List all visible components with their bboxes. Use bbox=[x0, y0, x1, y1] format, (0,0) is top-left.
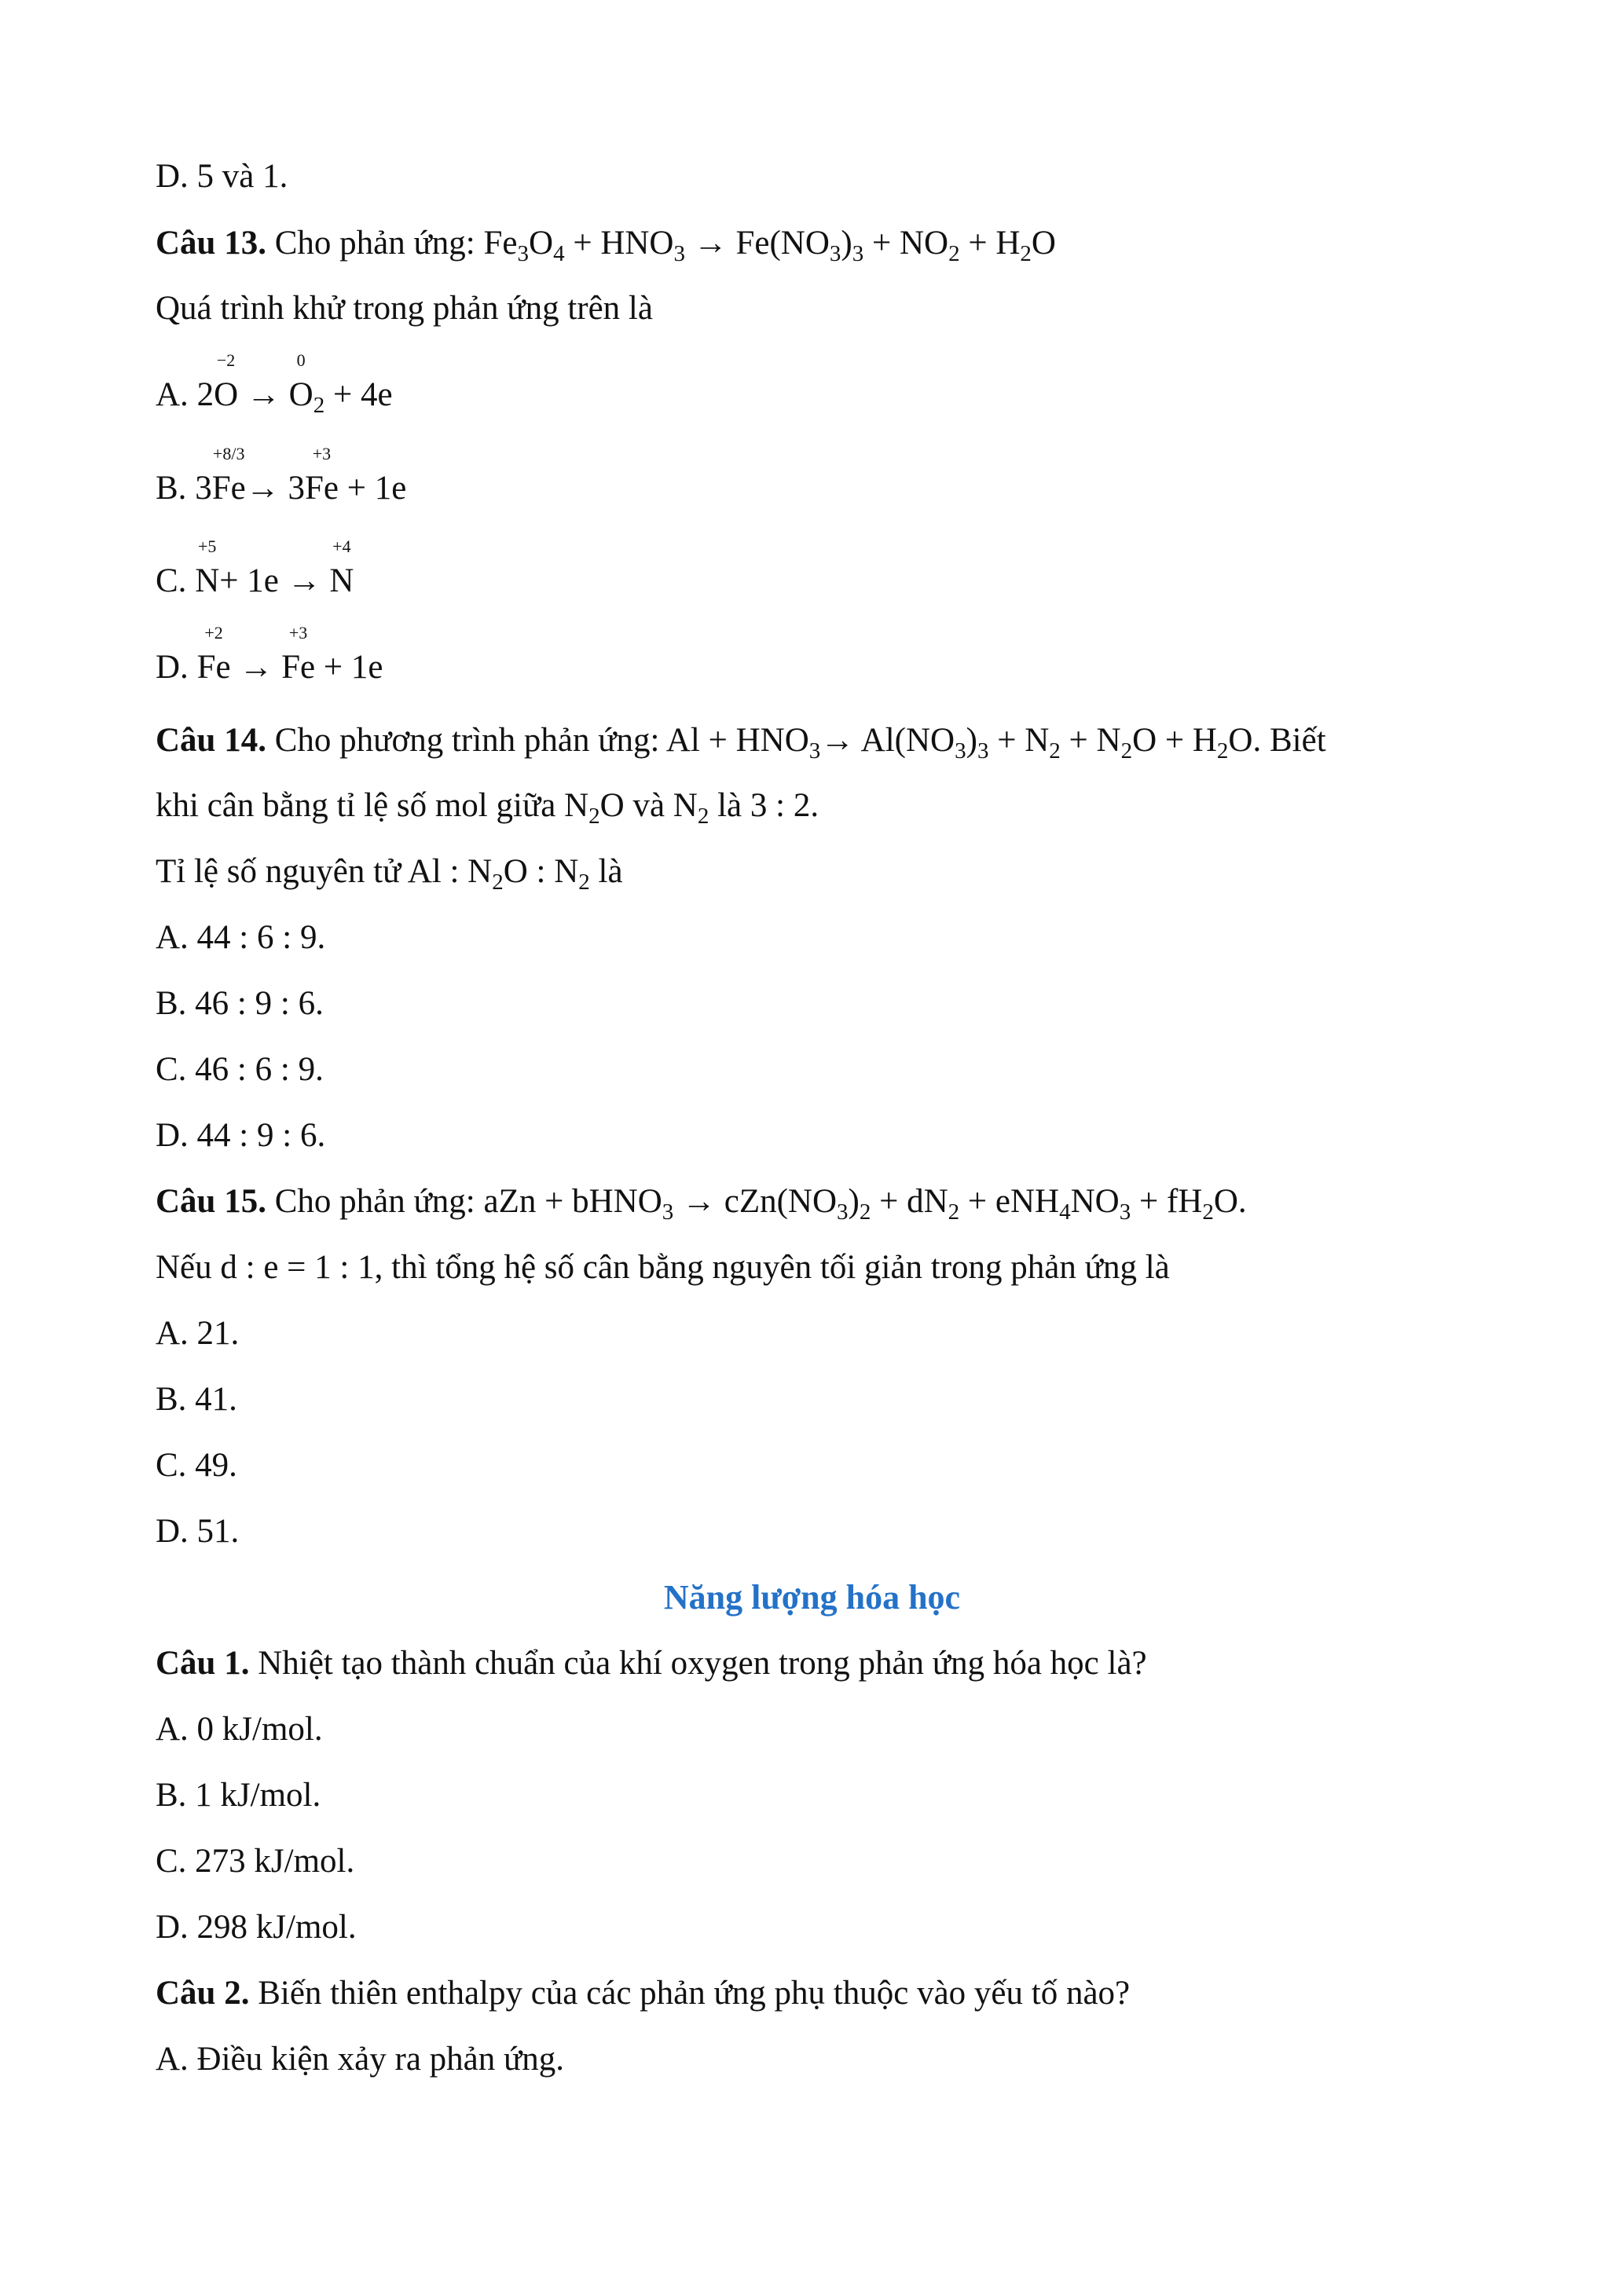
question-13-stem-2: Quá trình khử trong phản ứng trên là bbox=[156, 290, 653, 327]
option-b-q15: B. 41. bbox=[156, 1381, 237, 1418]
oxidation-number: +3 bbox=[312, 444, 332, 463]
option-b-q14: B. 46 : 9 : 6. bbox=[156, 985, 324, 1022]
oxidation-number: +3 bbox=[288, 623, 308, 643]
option-a-q14: A. 44 : 6 : 9. bbox=[156, 919, 326, 956]
option-d-sq1: D. 298 kJ/mol. bbox=[156, 1909, 357, 1946]
question-15-stem-2: Nếu d : e = 1 : 1, thì tổng hệ số cân bằng nguyên tối giản trong phản ứng là bbox=[156, 1249, 1170, 1286]
question-14-stem: Câu 14. Cho phương trình phản ứng: $Al + HNO_3\to Al(NO_3)_3 + N_2 + N_2O + H_2O$. Biết bbox=[156, 722, 1326, 764]
question-label: Câu 1. bbox=[156, 1645, 250, 1682]
option-d-q15: D. 51. bbox=[156, 1513, 240, 1550]
oxidation-number: +8/3 bbox=[212, 444, 245, 463]
option-a-q13: A. 2 −2 O → 0 $O_2 + 4e$ bbox=[156, 350, 393, 418]
oxidized-element: −2 O bbox=[214, 350, 239, 413]
option-c-q14: C. 46 : 6 : 9. bbox=[156, 1051, 324, 1088]
option-d-q14: D. 44 : 9 : 6. bbox=[156, 1117, 326, 1154]
question-13-stem: Câu 13. Cho phản ứng: $Fe_3O_4 + HNO_3 \to Fe(NO_3)_3 + NO_2 + H_2O$ bbox=[156, 225, 1056, 266]
section-question-2-stem: Câu 2. Biến thiên enthalpy của các phản ứng phụ thuộc vào yếu tố nào? bbox=[156, 1975, 1131, 2012]
option-a-sq2: A. Điều kiện xảy ra phản ứng. bbox=[156, 2041, 565, 2078]
oxidation-number: +4 bbox=[332, 536, 351, 556]
section-question-1-stem: Câu 1. Nhiệt tạo thành chuẩn của khí oxygen trong phản ứng hóa học là? bbox=[156, 1645, 1147, 1682]
option-b-sq1: B. 1 kJ/mol. bbox=[156, 1777, 321, 1814]
oxidized-element: 0 O bbox=[288, 350, 313, 413]
oxidized-element: +5 N bbox=[195, 536, 220, 599]
option-c-q13: C. +5 N+ 1e → +4 N bbox=[156, 536, 354, 599]
oxidized-element: +8/3 Fe bbox=[211, 444, 246, 507]
option-a-q15: A. 21. bbox=[156, 1315, 240, 1352]
option-c-q15: C. 49. bbox=[156, 1447, 237, 1484]
option-d-q13: D. +2 Fe → +3 Fe + 1e bbox=[156, 623, 383, 686]
question-14-stem-3: Tỉ lệ số nguyên tử Al : $N_2O$ : $N_2$ là bbox=[156, 853, 623, 895]
section-heading: Năng lượng hóa học bbox=[663, 1578, 961, 1617]
question-15-stem: Câu 15. Cho phản ứng: aZn + bHNO$_3$ → $cZn(NO_3)_2 + dN_2 + eNH_4NO_3 + fH_2O$. bbox=[156, 1183, 1247, 1225]
option-b-q13: B. 3 +8/3 Fe→ 3 +3 Fe + 1e bbox=[156, 444, 407, 507]
oxidation-number: +5 bbox=[198, 536, 217, 556]
question-label: Câu 15. bbox=[156, 1183, 266, 1220]
oxidized-element: +2 Fe bbox=[196, 623, 231, 686]
question-14-stem-2: khi cân bằng tỉ lệ số mol giữa $N_2O$ và $N_2$ là 3 : 2. bbox=[156, 787, 819, 829]
option-d-q12: D. 5 và 1. bbox=[156, 158, 288, 195]
oxidized-element: +3 Fe bbox=[281, 623, 316, 686]
oxidized-element: +3 Fe bbox=[304, 444, 339, 507]
oxidation-number: 0 bbox=[296, 350, 306, 370]
question-label: Câu 2. bbox=[156, 1975, 250, 2012]
question-label: Câu 13. bbox=[156, 225, 266, 262]
question-label: Câu 14. bbox=[156, 722, 266, 759]
option-c-sq1: C. 273 kJ/mol. bbox=[156, 1843, 355, 1880]
oxidation-number: −2 bbox=[216, 350, 236, 370]
oxidation-number: +2 bbox=[204, 623, 223, 643]
option-a-sq1: A. 0 kJ/mol. bbox=[156, 1711, 323, 1748]
oxidized-element: +4 N bbox=[329, 536, 354, 599]
